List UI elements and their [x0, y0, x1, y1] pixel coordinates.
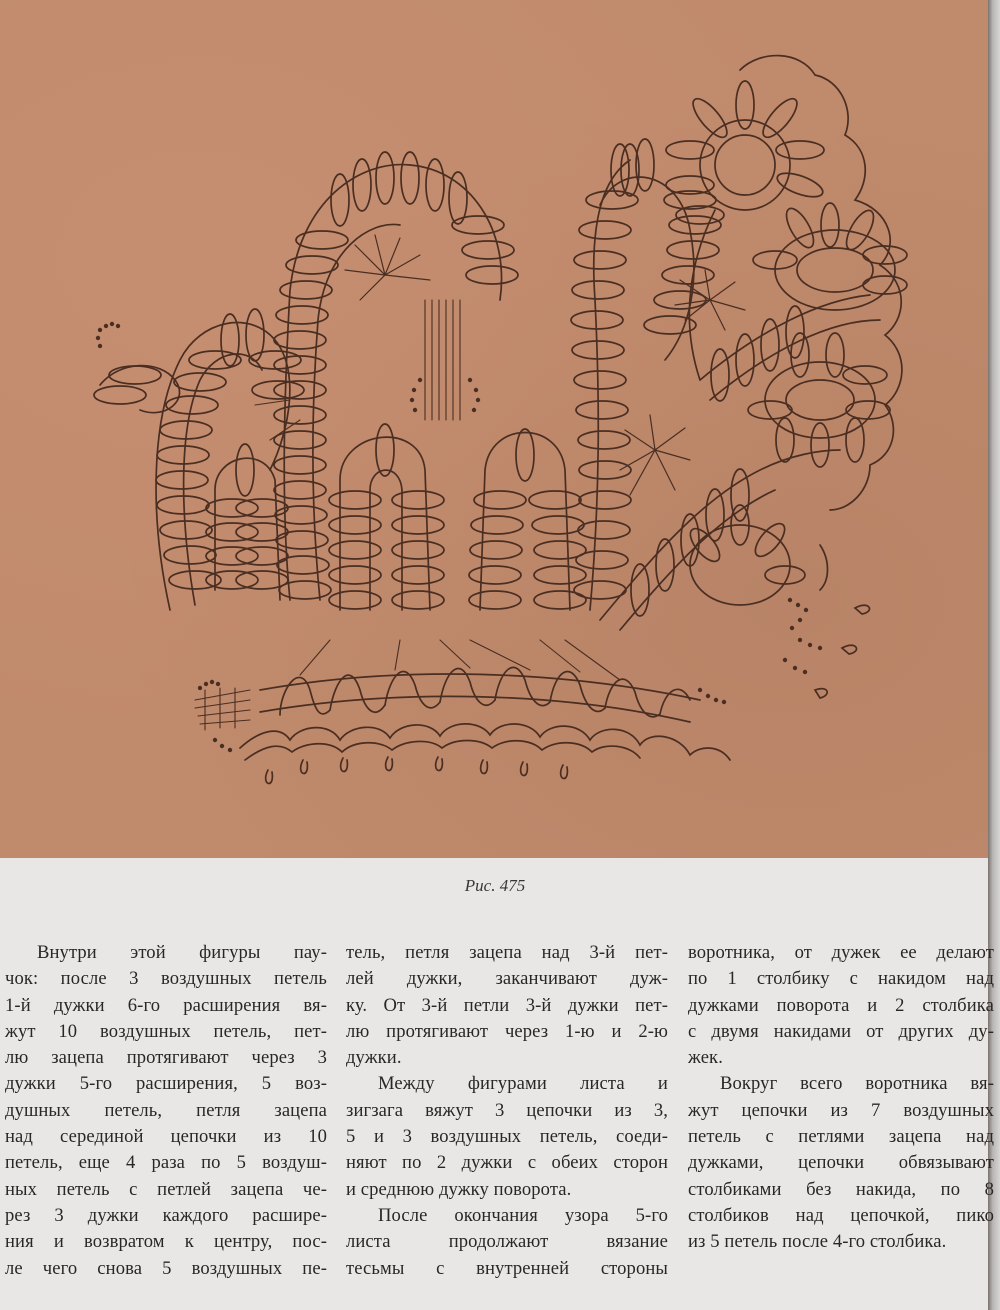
text-line: ния и возвратом к центру, пос- — [5, 1231, 327, 1253]
text-line: Внутри этой фигуры пау- — [37, 942, 327, 963]
text-line: 5 и 3 воздушных петель, соеди- — [346, 1126, 668, 1148]
text-line: зигзага вяжут 3 цепочки из 3, — [346, 1099, 668, 1121]
text-line: душных петель, петля зацепа — [5, 1099, 327, 1121]
text-column-2 — [346, 940, 668, 1282]
text-columns — [0, 940, 1000, 1310]
text-line: дужки 5-го расширения, 5 воз- — [5, 1073, 327, 1095]
text-line: ных петель с петлей зацепа че- — [5, 1178, 327, 1200]
text-line: с двумя накидами от других ду- — [688, 1020, 994, 1042]
text-line: няют по 2 дужки с обеих сторон — [346, 1152, 668, 1174]
scallop-edge-bottom — [240, 724, 730, 760]
text-line: воротника, от дужек ее делают — [688, 942, 994, 963]
petal-ring-top-right — [666, 81, 826, 224]
text-line: лей дужки, заканчивают дуж- — [346, 968, 668, 990]
figure-caption: Рис. 475 — [464, 876, 526, 895]
picots-right — [815, 605, 869, 698]
text-line: рез 3 дужки каждого расшире- — [5, 1204, 327, 1226]
text-line: жек. — [688, 1047, 723, 1069]
text-line: столбиками без накида, по 8 — [688, 1178, 994, 1200]
text-line: над серединой цепочки из 10 — [5, 1126, 327, 1148]
text-line: Между фигурами листа и — [378, 1073, 668, 1095]
text-line: дужками, цепочки обвязывают — [688, 1152, 994, 1174]
text-line: петель с петлями зацепа над — [688, 1126, 994, 1148]
stitch-columns-center — [425, 300, 460, 420]
drop-picots — [266, 757, 568, 784]
text-line: тель, петля зацепа над 3-й пет- — [346, 942, 668, 963]
text-column-3 — [688, 940, 994, 1256]
text-line: из 5 петель после 4-го столбика. — [688, 1231, 947, 1253]
text-line: ку. От 3-й петли 3-й дужки пет- — [346, 994, 668, 1016]
tape-start-hatch — [195, 688, 250, 730]
text-line: и среднюю дужку поворота. — [346, 1178, 572, 1200]
text-line: столбиков над цепочкой, пико — [688, 1204, 994, 1226]
text-line: После окончания узора 5-го — [378, 1204, 668, 1226]
text-line: тесьмы с внутренней стороны — [346, 1257, 668, 1279]
connector-chains — [255, 400, 620, 680]
text-column-1 — [5, 940, 327, 1282]
text-line: ле чего снова 5 воздушных пе- — [5, 1257, 327, 1279]
text-line: дужками поворота и 2 столбика — [688, 994, 994, 1016]
text-line: листа продолжают вязание — [346, 1231, 668, 1253]
text-line: жут цепочки из 7 воздушных — [688, 1099, 994, 1121]
text-line: жут 10 воздушных петель, пет- — [5, 1020, 327, 1042]
text-line: дужки. — [346, 1047, 402, 1069]
text-line: лю протягивают через 1-ю и 2-ю — [346, 1020, 668, 1042]
spider-star-right-lower — [620, 415, 690, 495]
text-line: 1-й дужки 6-го расширения вя- — [5, 994, 327, 1016]
text-line: по 1 столбику с накидом над — [688, 968, 994, 990]
text-line: чок: после 3 воздушных петель — [5, 968, 327, 990]
text-line: лю зацепа протягивают через 3 — [5, 1047, 327, 1069]
spider-star-top — [345, 235, 430, 300]
text-line: петель, еще 4 раза по 5 воздуш- — [5, 1152, 327, 1174]
text-line: Вокруг всего воротника вя- — [720, 1073, 994, 1095]
